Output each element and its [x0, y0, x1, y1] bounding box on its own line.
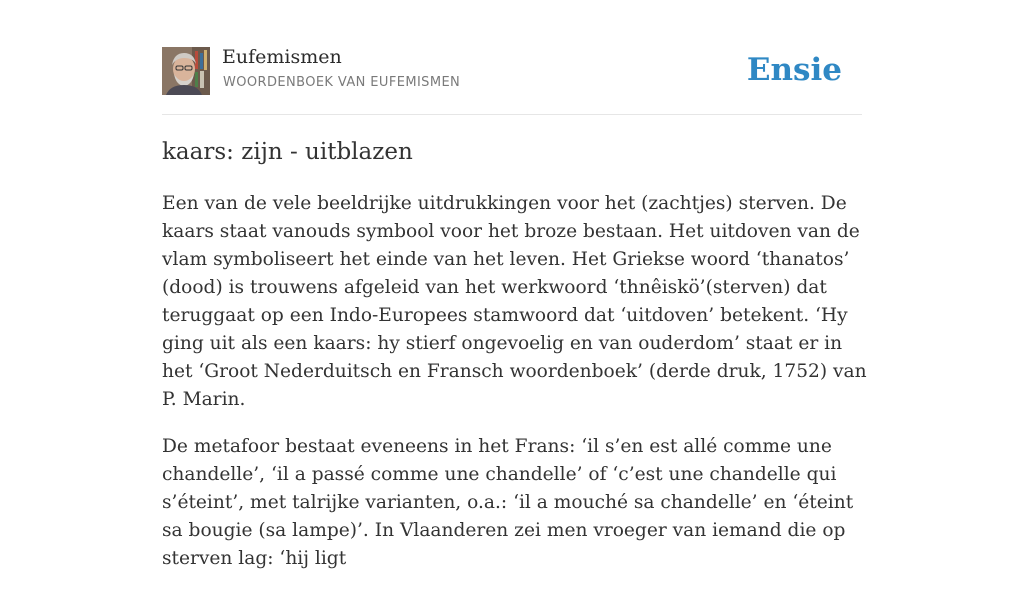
entry-paragraph: Een van de vele beeldrijke uitdrukkingen voor het (zachtjes) sterven. De kaars staat vanouds symbool voor het broze bestaan. Het uitdoven van de vlam symboliseert het einde van het leven. Het Griekse woord ‘thanatos’ (dood) is trouwens afgeleid van het werkwoord ‘thnêiskö’(sterven) dat teruggaat op een Indo-Europees stamwoord dat ‘uitdoven’ betekent. ‘Hy ging uit als een kaars: hy stierf ongevoelig en van ouderdom’ staat er in het ‘Groot Nederduitsch en Fransch woordenboek’ (derde druk, 1752) van P. Marin. — [162, 193, 867, 410]
author-avatar[interactable] — [162, 47, 210, 95]
site-name[interactable]: Eufemismen — [222, 46, 342, 68]
avatar-portrait-image — [162, 47, 210, 95]
entry-paragraph: De metafoor bestaat eveneens in het Frans: ‘il s’en est allé comme une chandelle’, ‘il a passé comme une chandelle’ of ‘c’est une chandelle qui s’éteint’, met talrijke varianten, o.a.: ‘il a mouché sa chandelle’ en ‘éteint sa bougie (sa lampe)’. In Vlaanderen zei men vroeger van iemand die op sterven lag: ‘hij ligt — [162, 436, 854, 569]
entry-title: kaars: zijn - uitblazen — [162, 139, 413, 165]
site-header — [162, 0, 862, 115]
brand-logo[interactable]: Ensie — [746, 52, 842, 88]
site-subtitle: WOORDENBOEK VAN EUFEMISMEN — [223, 75, 461, 90]
entry-body — [162, 190, 867, 592]
